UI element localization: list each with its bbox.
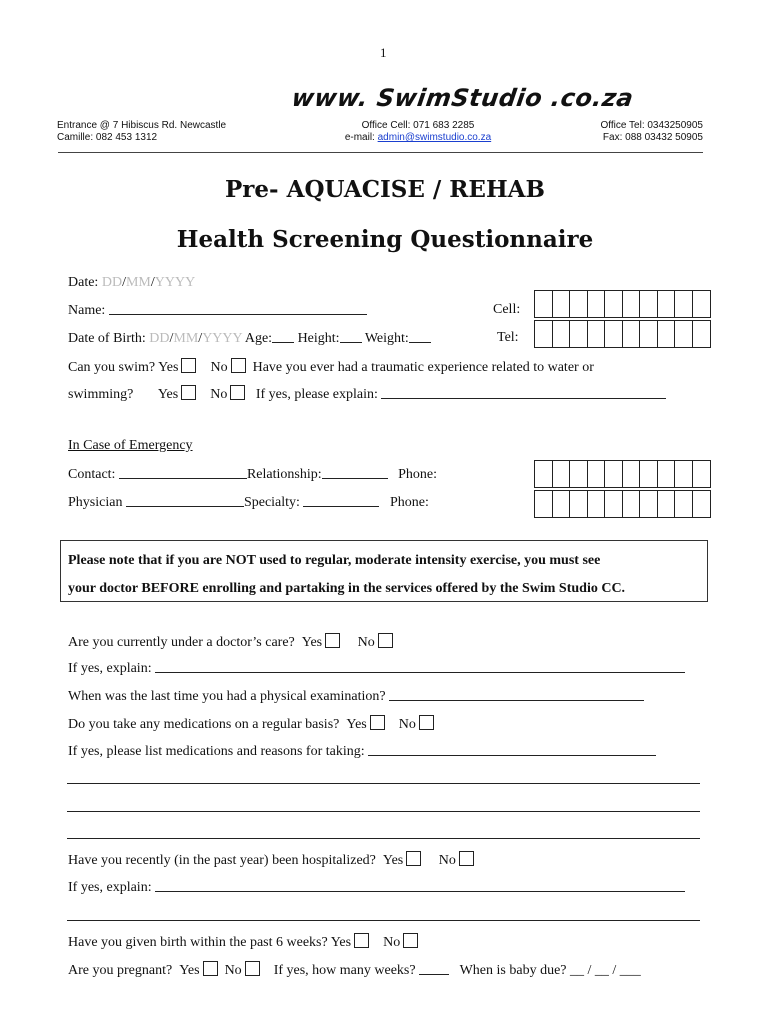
yes-label: Yes <box>157 387 179 402</box>
yes-label: Yes <box>158 360 179 375</box>
height-field[interactable] <box>340 330 362 343</box>
form-title: Pre- AQUACISE / REHAB <box>225 176 545 203</box>
yes-label: Yes <box>330 935 352 950</box>
hospital-no-checkbox[interactable] <box>459 851 474 866</box>
swim-row <box>68 358 594 376</box>
due-question: When is baby due? <box>459 963 567 978</box>
header-left <box>57 120 226 144</box>
no-label: No <box>383 935 401 950</box>
dob-row <box>68 330 431 347</box>
notice-line-2: your doctor BEFORE enrolling and partaking in the services offered by the Swim Studio CC. <box>68 581 626 596</box>
name-label: Name: <box>68 303 106 318</box>
trauma-no-checkbox[interactable] <box>230 385 245 400</box>
weeks-question: If yes, how many weeks? <box>273 963 416 978</box>
explain-label: If yes, explain: <box>68 880 152 895</box>
slash: / <box>169 331 174 346</box>
birth-no-checkbox[interactable] <box>403 933 418 948</box>
doctor-explain-field[interactable] <box>155 660 685 673</box>
height-label: Height: <box>297 331 340 346</box>
exam-row <box>68 688 644 705</box>
trauma-row <box>68 385 666 403</box>
date-day-field[interactable]: DD <box>101 275 123 290</box>
meds-list-row <box>68 743 656 760</box>
slash: / <box>150 275 155 290</box>
age-label: Age: <box>244 331 273 346</box>
swim-yes-checkbox[interactable] <box>181 358 196 373</box>
notice-line-1: Please note that if you are NOT used to regular, moderate intensity exercise, you must see <box>68 553 601 568</box>
email-prefix: e-mail: <box>344 132 378 143</box>
trauma-explain-field[interactable] <box>381 386 666 399</box>
yes-label: Yes <box>382 853 404 868</box>
header-middle <box>300 120 536 144</box>
phone-label: Phone: <box>398 467 437 482</box>
pregnant-question: Are you pregnant? <box>68 963 173 978</box>
hospital-line-2[interactable] <box>67 920 700 921</box>
office-cell: Office Cell: 071 683 2285 <box>361 120 475 131</box>
yes-label: Yes <box>179 963 200 978</box>
no-label: No <box>210 387 228 402</box>
specialty-field[interactable] <box>303 494 379 507</box>
meds-line-3[interactable] <box>67 838 700 839</box>
meds-no-checkbox[interactable] <box>419 715 434 730</box>
no-label: No <box>438 853 456 868</box>
relationship-field[interactable] <box>322 466 388 479</box>
exam-field[interactable] <box>389 688 644 701</box>
no-label: No <box>224 963 242 978</box>
meds-row <box>68 715 434 733</box>
birth-row <box>68 933 418 951</box>
no-label: No <box>398 717 416 732</box>
name-field[interactable] <box>109 302 367 315</box>
hospital-explain-field[interactable] <box>155 879 685 892</box>
age-field[interactable] <box>272 330 294 343</box>
swim-question: Can you swim? <box>68 360 156 375</box>
meds-yes-checkbox[interactable] <box>370 715 385 730</box>
email-line <box>300 132 536 144</box>
header-divider <box>58 152 703 153</box>
emergency-phone-boxes[interactable] <box>534 460 711 488</box>
due-date-field[interactable]: __ / __ / ___ <box>570 963 641 978</box>
physician-field[interactable] <box>126 494 244 507</box>
doctor-question: Are you currently under a doctor’s care? <box>68 635 295 650</box>
doctor-explain-row <box>68 660 685 677</box>
meds-list-field[interactable] <box>368 743 656 756</box>
contact-camille: Camille: 082 453 1312 <box>57 132 158 143</box>
date-row <box>68 275 195 291</box>
hospital-explain-row <box>68 879 685 896</box>
doctor-yes-checkbox[interactable] <box>325 633 340 648</box>
physician-phone-boxes[interactable] <box>534 490 711 518</box>
date-label: Date: <box>68 275 99 290</box>
contact-row <box>68 466 437 483</box>
dob-year-field[interactable]: YYYY <box>202 331 243 346</box>
form-subtitle: Health Screening Questionnaire <box>176 226 594 253</box>
hospital-question: Have you recently (in the past year) been hospitalized? <box>68 853 376 868</box>
slash: / <box>122 275 126 290</box>
contact-field[interactable] <box>119 466 247 479</box>
physician-row <box>68 494 429 511</box>
date-month-field[interactable]: MM <box>125 275 151 290</box>
birth-question: Have you given birth within the past 6 weeks? <box>68 935 328 950</box>
emergency-heading <box>68 438 193 454</box>
pregnant-no-checkbox[interactable] <box>245 961 260 976</box>
exam-question: When was the last time you had a physical examination? <box>68 689 386 704</box>
address: Entrance @ 7 Hibiscus Rd. Newcastle <box>57 120 227 131</box>
email-link[interactable]: admin@swimstudio.co.za <box>377 132 492 143</box>
logo: www. SwimStudio .co.za <box>290 84 636 112</box>
meds-list-label: If yes, please list medications and reasons for taking: <box>68 744 365 759</box>
date-year-field[interactable]: YYYY <box>154 275 196 290</box>
weight-field[interactable] <box>409 330 431 343</box>
dob-label: Date of Birth: <box>68 331 146 346</box>
tel-number-boxes[interactable] <box>534 320 711 348</box>
birth-yes-checkbox[interactable] <box>354 933 369 948</box>
relationship-label: Relationship: <box>246 467 322 482</box>
yes-label: Yes <box>346 717 367 732</box>
swim-no-checkbox[interactable] <box>231 358 246 373</box>
hospital-row <box>68 851 474 869</box>
fax: Fax: 088 03432 50905 <box>602 132 703 143</box>
dob-month-field[interactable]: MM <box>173 331 199 346</box>
tel-label: Tel: <box>497 330 519 345</box>
no-label: No <box>357 635 375 650</box>
phone-label: Phone: <box>389 495 429 510</box>
slash: / <box>198 331 203 346</box>
weeks-field[interactable] <box>419 962 449 975</box>
cell-number-boxes[interactable] <box>534 290 711 318</box>
meds-line-2[interactable] <box>67 811 700 812</box>
physician-label: Physician <box>68 495 123 510</box>
pregnant-row <box>68 961 641 979</box>
trauma-question: Have you ever had a traumatic experience related to water or <box>252 360 594 375</box>
trauma-yes-checkbox[interactable] <box>181 385 196 400</box>
weight-label: Weight: <box>364 331 409 346</box>
explain-label: If yes, explain: <box>68 661 152 676</box>
emergency-heading-text: In Case of Emergency <box>68 438 193 453</box>
page-number: 1 <box>380 45 387 60</box>
contact-label: Contact: <box>68 467 116 482</box>
yes-label: Yes <box>301 635 323 650</box>
cell-label: Cell: <box>493 302 521 317</box>
doctor-row <box>68 633 393 651</box>
hospital-yes-checkbox[interactable] <box>406 851 421 866</box>
name-row <box>68 302 367 319</box>
meds-question: Do you take any medications on a regular basis? <box>68 717 340 732</box>
office-tel: Office Tel: 0343250905 <box>600 120 703 131</box>
doctor-no-checkbox[interactable] <box>378 633 393 648</box>
explain-label: If yes, please explain: <box>255 387 378 402</box>
header-right <box>560 120 703 144</box>
trauma-question-cont: swimming? <box>68 387 134 402</box>
dob-day-field[interactable]: DD <box>149 331 170 346</box>
meds-line-1[interactable] <box>67 783 700 784</box>
specialty-label: Specialty: <box>243 495 300 510</box>
pregnant-yes-checkbox[interactable] <box>203 961 218 976</box>
notice-box <box>60 540 708 602</box>
no-label: No <box>210 360 228 375</box>
